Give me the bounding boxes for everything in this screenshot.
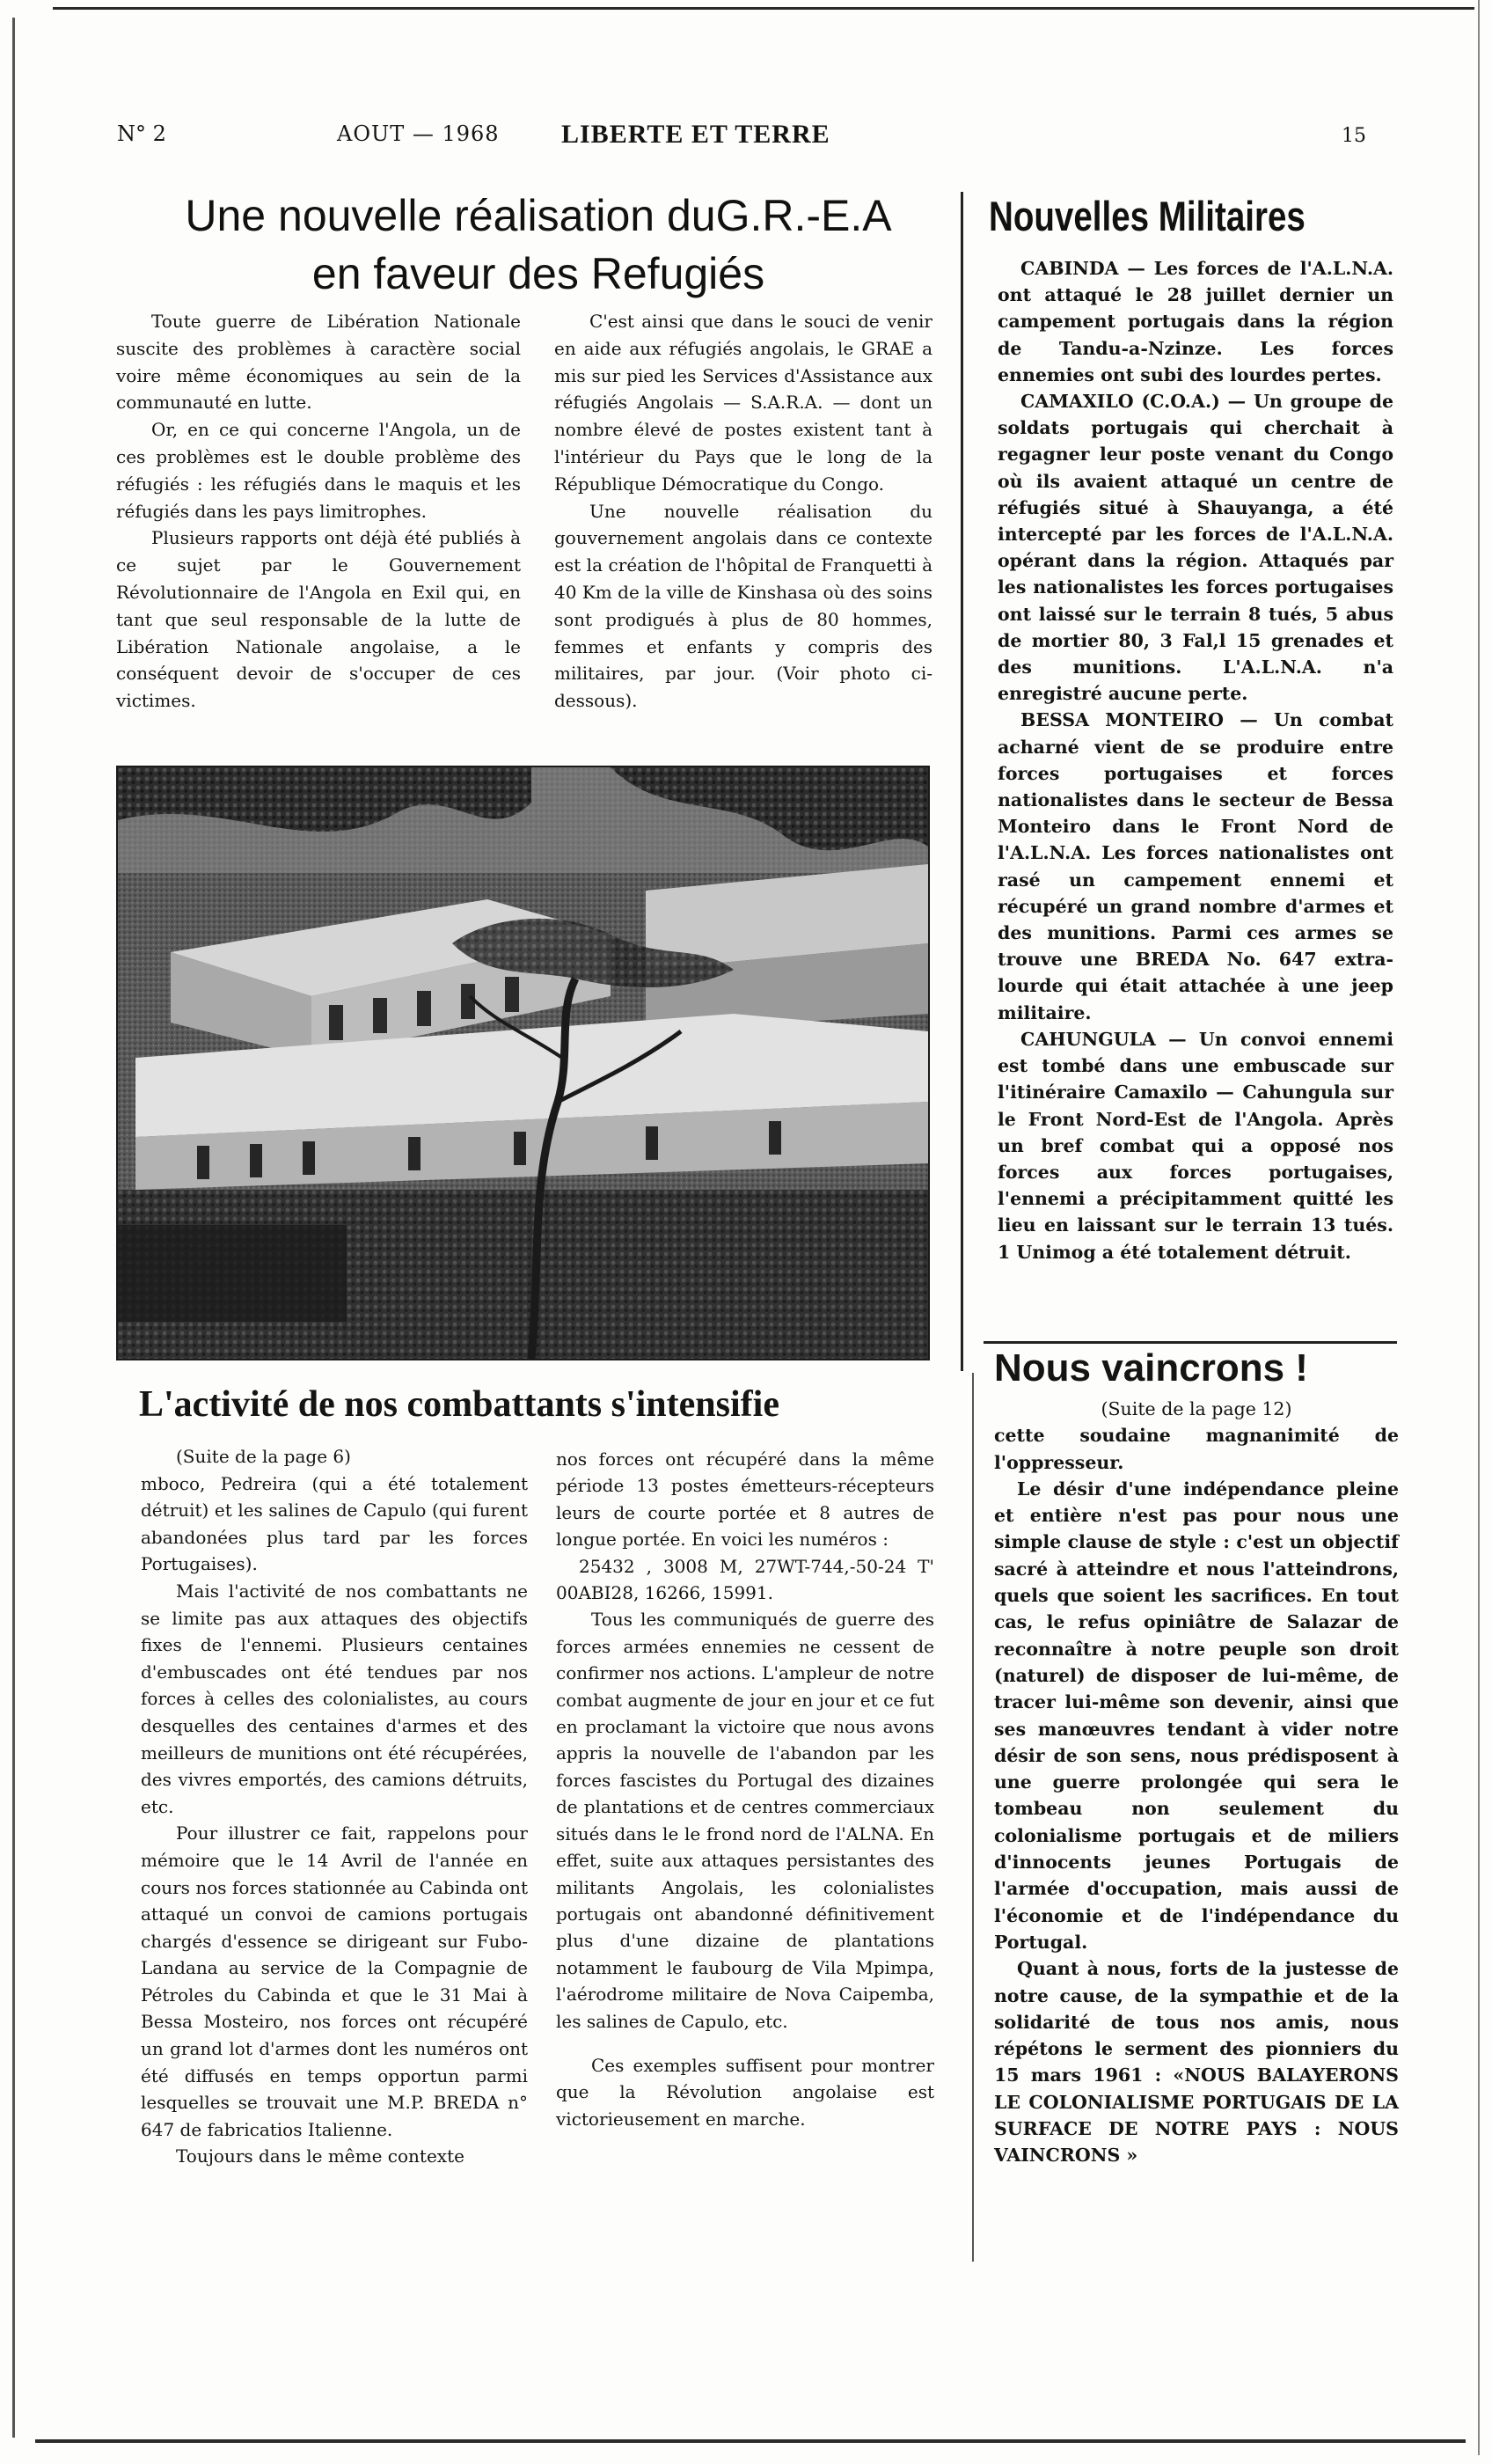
- scan-edge-bottom: [35, 2439, 1466, 2443]
- news-item-cahungula: [998, 1026, 1393, 1265]
- refugies-column-2: [554, 308, 933, 715]
- paragraph: Quant à nous, forts de la justesse de notre cause, de la sympathie et de la solidarité de tous nos amis, nous répétons le serment des pionniers du 15 mars 1961 : «NOUS BALAYERONS LE COLONIALISME PORTUGAIS DE LA SURFACE DE NOTRE PAYS : NOUS VAINCRONS »: [994, 1958, 1399, 2167]
- news-place: BESSA MONTEIRO: [1020, 709, 1224, 731]
- news-text: — Un combat acharné vient de se produire entre forces portugaises et forces nationalistes dans le secteur de Bessa Monteiro dans le Front Nord de l'A.L.N.A. Les forces nationalistes ont rasé un campement ennemi et récupéré un grand nombre d'armes et des munitions. Parmi ces armes se trouve une BREDA No. 647 extra-lourde qui était attachée à une jeep militaire.: [998, 709, 1393, 1023]
- news-text: — Les forces de l'A.L.N.A. ont attaqué le 28 juillet dernier un campement portugais dans la région de Tandu-a-Nzinze. Les forces ennemies ont subi des lourdes pertes.: [998, 258, 1393, 385]
- issue-number: N° 2: [117, 121, 166, 146]
- scan-edge-right: [1478, 0, 1480, 2455]
- continuation-note: (Suite de la page 6): [176, 1446, 351, 1467]
- paragraph: mboco, Pedreira (qui a été totalement détruit) et les salines de Capulo (qui furent abandonées plus tard par les forces Portugaises).: [141, 1472, 528, 1575]
- paragraph: Le désir d'une indépendance pleine et entière n'est pas pour nous une simple clause de style : c'est un objectif sacré à atteindre et nous l'atteindrons, quels que soient les sacrifices. En tout cas, le refus opiniâtre de Salazar de reconnaître à notre peuple son droit (naturel) de disposer de lui-même, de tracer lui-même son devenir, ainsi que ses manœuvres tendant à vider notre désir de son sens, nous prédisposent à une guerre prolongée qui sera le tombeau non seulement du colonialisme portugais et de miliers d'innocents jeunes Portugais de l'armée d'occupation, mais aussi de l'économie et de l'indépendance du Portugal.: [994, 1478, 1399, 1953]
- continuation-note: (Suite de la page 12): [1101, 1398, 1292, 1419]
- column-rule: [972, 1373, 974, 2262]
- paragraph: Mais l'activité de nos combattants ne se limite pas aux attaques des objectifs fixes de l'ennemi. Plusieurs centaines d'embuscades ont été tendues par nos forces à celles des colonialistes, au cours desquelles des centaines d'armes et des meilleurs de munitions ont été récupérées, des vivres emportés, des camions détruits, etc.: [141, 1580, 528, 1817]
- paragraph: C'est ainsi que dans le souci de venir en aide aux réfugiés angolais, le GRAE a mis sur pied les Services d'Assistance aux réfugiés Angolais — S.A.R.A. — dont un nombre élevé de postes existent tant à l'intérieur du Pays que le long de la République Démocratique du Congo.: [554, 311, 933, 495]
- activite-column-1: [141, 1443, 528, 2170]
- news-text: — Un groupe de soldats portugais qui cherchait à regagner leur poste venant du Congo où ils avaient attaqué un centre de réfugiés situé à Shauyanga, a été intercepté par les forces de l'A.L.N.A. opérant dans la région. Attaqués par les nationalistes les forces portugaises ont laissé sur le terrain 8 tués, 5 abus de mortier 80, 3 Fal,l 15 grenades et des munitions. L'A.L.N.A. n'a enregistré aucune perte.: [998, 391, 1393, 705]
- paragraph: nos forces ont récupéré dans la même période 13 postes émetteurs-récepteurs leurs de courte portée et 8 autres de longue portée. En voici les numéros :: [556, 1448, 934, 1551]
- refugies-column-1: [116, 308, 521, 715]
- hospital-photo-image: [118, 767, 928, 1359]
- refugies-headline-line1: Une nouvelle réalisation duG.R.-E.A: [185, 191, 892, 240]
- news-item-bessa-monteiro: [998, 707, 1393, 1025]
- vaincrons-column: [994, 1396, 1399, 2169]
- news-text: — Un convoi ennemi est tombé dans une embuscade sur l'itinéraire Camaxilo — Cahungula sur le Front Nord-Est de l'Angola. Après un bref combat qui a opposé nos forces aux forces portugaises, l'ennemi a précipitamment quitté les lieu en laissant sur le terrain 13 tués. 1 Unimog a été totalement détruit.: [998, 1028, 1393, 1263]
- paragraph: Tous les communiqués de guerre des forces armées ennemies ne cessent de confirmer nos actions. L'ampleur de notre combat augmente de jour en jour et ce fut en proclamant la victoire que nous avons appris la nouvelle de l'abandon par les forces fascistes du Portugal des dizaines de plantations et de centres commerciaux situés dans le le frond nord de l'ALNA. En effet, suite aux attaques persistantes des militants Angolais, les colonialistes portugais ont abandonné définitivement plus d'une dizaine de plantations notamment le faubourg de Vila Mpimpa, l'aérodrome militaire de Nova Caipemba, les salines de Capulo, etc.: [556, 1609, 934, 2032]
- issue-date: AOUT — 1968: [337, 121, 500, 146]
- column-rule: [961, 192, 963, 1371]
- paragraph: Or, en ce qui concerne l'Angola, un de ces problèmes est le double problème des réfugiés : les réfugiés dans le maquis et les réfugiés dans les pays limitrophes.: [116, 419, 521, 522]
- radio-numbers: 25432 , 3008 M, 27WT-744,-50-24 T' 00ABI28, 16266, 15991.: [556, 1555, 934, 1604]
- activite-headline: L'activité de nos combattants s'intensifie: [139, 1384, 779, 1425]
- hospital-photo: [116, 766, 930, 1360]
- paragraph: cette soudaine magnanimité de l'oppresseur.: [994, 1425, 1399, 1473]
- paragraph: Une nouvelle réalisation du gouvernement angolais dans ce contexte est la création de l'hôpital de Franquetti à 40 Km de la ville de Kinshasa où des soins sont prodigués à plus de 80 hommes, femmes et enfants y compris des militaires, par jour. (Voir photo ci-dessous).: [554, 500, 933, 712]
- page-number: 15: [1342, 125, 1366, 147]
- news-item-camaxilo: [998, 388, 1393, 707]
- vaincrons-headline: Nous vaincrons !: [994, 1346, 1308, 1390]
- news-place: CAMAXILO (C.O.A.): [1020, 391, 1220, 413]
- militaires-headline: Nouvelles Militaires: [989, 193, 1306, 239]
- news-item-cabinda: [998, 255, 1393, 388]
- militaires-column: [998, 255, 1393, 1265]
- scan-edge-left: [12, 18, 15, 2438]
- page-header: [117, 121, 1366, 157]
- activite-column-2: [556, 1446, 934, 2132]
- paragraph: Ces exemples suffisent pour montrer que la Révolution angolaise est victorieusement en marche.: [556, 2054, 934, 2130]
- paragraph: Pour illustrer ce fait, rappelons pour mémoire que le 14 Avril de l'année en cours nos forces stationnée au Cabinda ont attaqué un convoi de camions portugais chargés d'essence se dirigeant sur Fubo-Landana au service de la Compagnie de Pétroles du Cabinda et que le 31 Mai à Bessa Mosteiro, nos forces ont récupéré un grand lot d'armes dont les numéros ont été diffusés en temps opportun parmi lesquelles se trouvait une M.P. BREDA n° 647 de fabricatios Italienne.: [141, 1822, 528, 2140]
- news-place: CABINDA: [1020, 258, 1119, 279]
- news-place: CAHUNGULA: [1020, 1028, 1156, 1050]
- refugies-headline-line2: en faveur des Refugiés: [311, 249, 765, 298]
- paragraph: Toute guerre de Libération Nationale suscite des problèmes à caractère social voire même économiques au sein de la communauté en lutte.: [116, 311, 521, 414]
- section-rule: [984, 1341, 1397, 1344]
- publication-title: LIBERTE ET TERRE: [561, 120, 830, 149]
- scan-edge-top: [53, 7, 1474, 10]
- paragraph: Toujours dans le même contexte: [176, 2145, 464, 2167]
- refugies-headline: [116, 187, 961, 303]
- paragraph: Plusieurs rapports ont déjà été publiés à ce sujet par le Gouvernement Révolutionnaire de l'Angola en Exil qui, en tant que seul responsable de la lutte de Libération Nationale angolaise, a le conséquent devoir de s'occuper de ces victimes.: [116, 527, 521, 712]
